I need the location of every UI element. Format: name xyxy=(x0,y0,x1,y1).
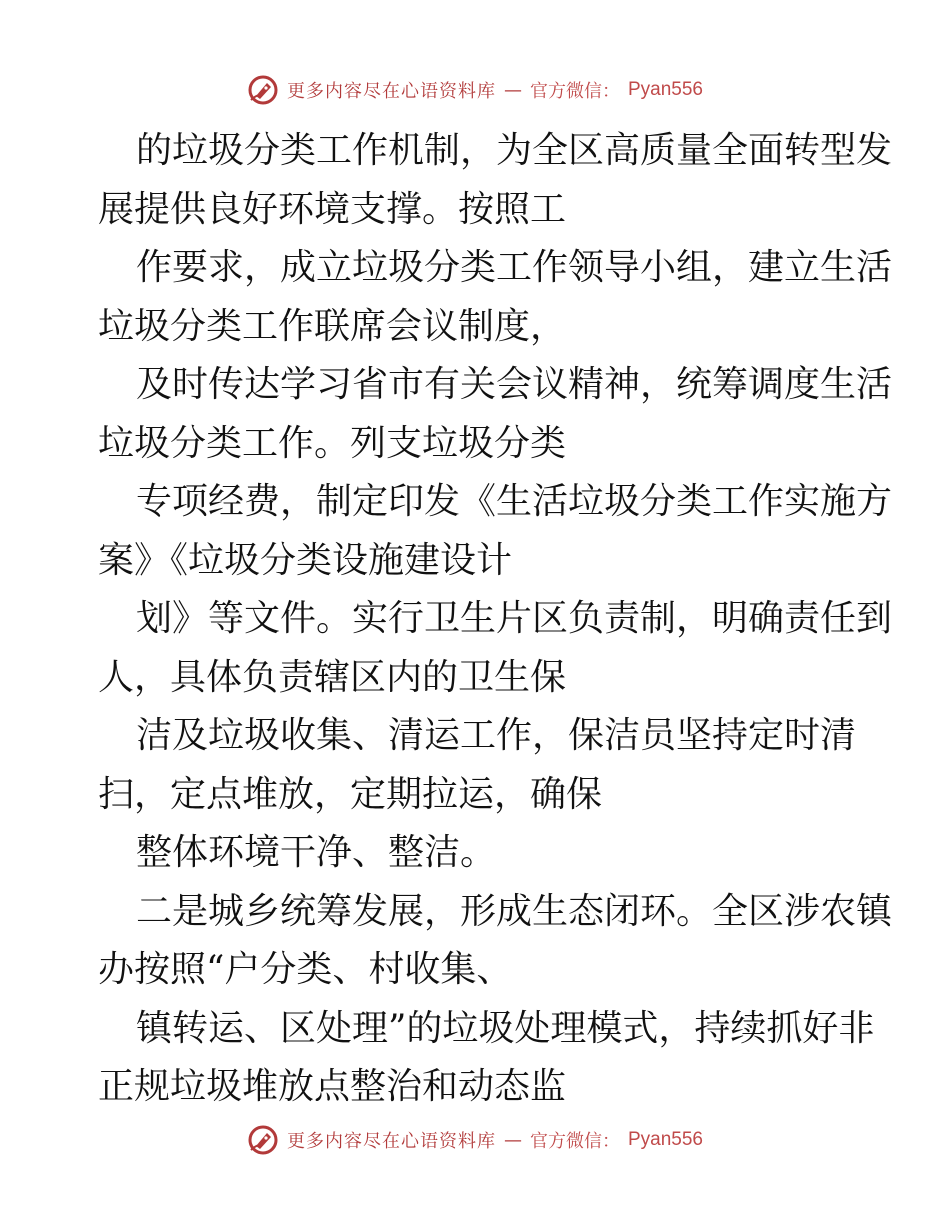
body-line: 二是城乡统筹发展，形成生态闭环。全区涉农镇 xyxy=(136,890,893,932)
body-line: 划》等文件。实行卫生片区负责制，明确责任到 xyxy=(136,598,893,639)
body-line: 镇转运、区处理”的垃圾处理模式，持续抓好非 xyxy=(136,1007,875,1049)
document-body xyxy=(98,122,893,1117)
body-line: 整体环境干净、整洁。 xyxy=(136,832,497,873)
watermark-official-label: 官方微信： xyxy=(529,81,620,102)
watermark-dash: — xyxy=(503,1129,522,1151)
header-watermark xyxy=(0,70,950,110)
body-line: 专项经费，制定印发《生活垃圾分类工作实施方 xyxy=(136,481,893,522)
pen-nib-circle-icon xyxy=(247,74,279,106)
pen-nib-circle-icon xyxy=(247,1124,279,1156)
body-line: 垃圾分类工作。列支垃圾分类 xyxy=(98,422,567,464)
watermark-brand: 更多内容尽在心语资料库 xyxy=(286,81,496,102)
body-line: 扫，定点堆放，定期拉运，确保 xyxy=(98,773,603,815)
body-line: 案》《垃圾分类设施建设计 xyxy=(98,539,513,581)
body-line: 垃圾分类工作联席会议制度， xyxy=(98,305,567,347)
body-line: 办按照“户分类、村收集、 xyxy=(98,949,513,990)
watermark-handle: Pyan556 xyxy=(627,1129,703,1150)
body-line: 人，具体负责辖区内的卫生保 xyxy=(98,656,567,698)
body-line: 及时传达学习省市有关会议精神，统筹调度生活 xyxy=(136,364,893,405)
footer-watermark xyxy=(0,1120,950,1160)
body-line: 正规垃圾堆放点整治和动态监 xyxy=(98,1066,567,1107)
watermark-brand: 更多内容尽在心语资料库 xyxy=(286,1131,496,1152)
body-line: 的垃圾分类工作机制，为全区高质量全面转型发 xyxy=(136,130,893,171)
watermark-official-label: 官方微信： xyxy=(529,1131,620,1152)
body-line: 展提供良好环境支撑。按照工 xyxy=(98,188,567,230)
watermark-dash: — xyxy=(503,79,522,101)
body-line: 作要求，成立垃圾分类工作领导小组，建立生活 xyxy=(136,247,893,288)
watermark-handle: Pyan556 xyxy=(627,79,703,100)
body-line: 洁及垃圾收集、清运工作，保洁员坚持定时清 xyxy=(136,715,857,756)
